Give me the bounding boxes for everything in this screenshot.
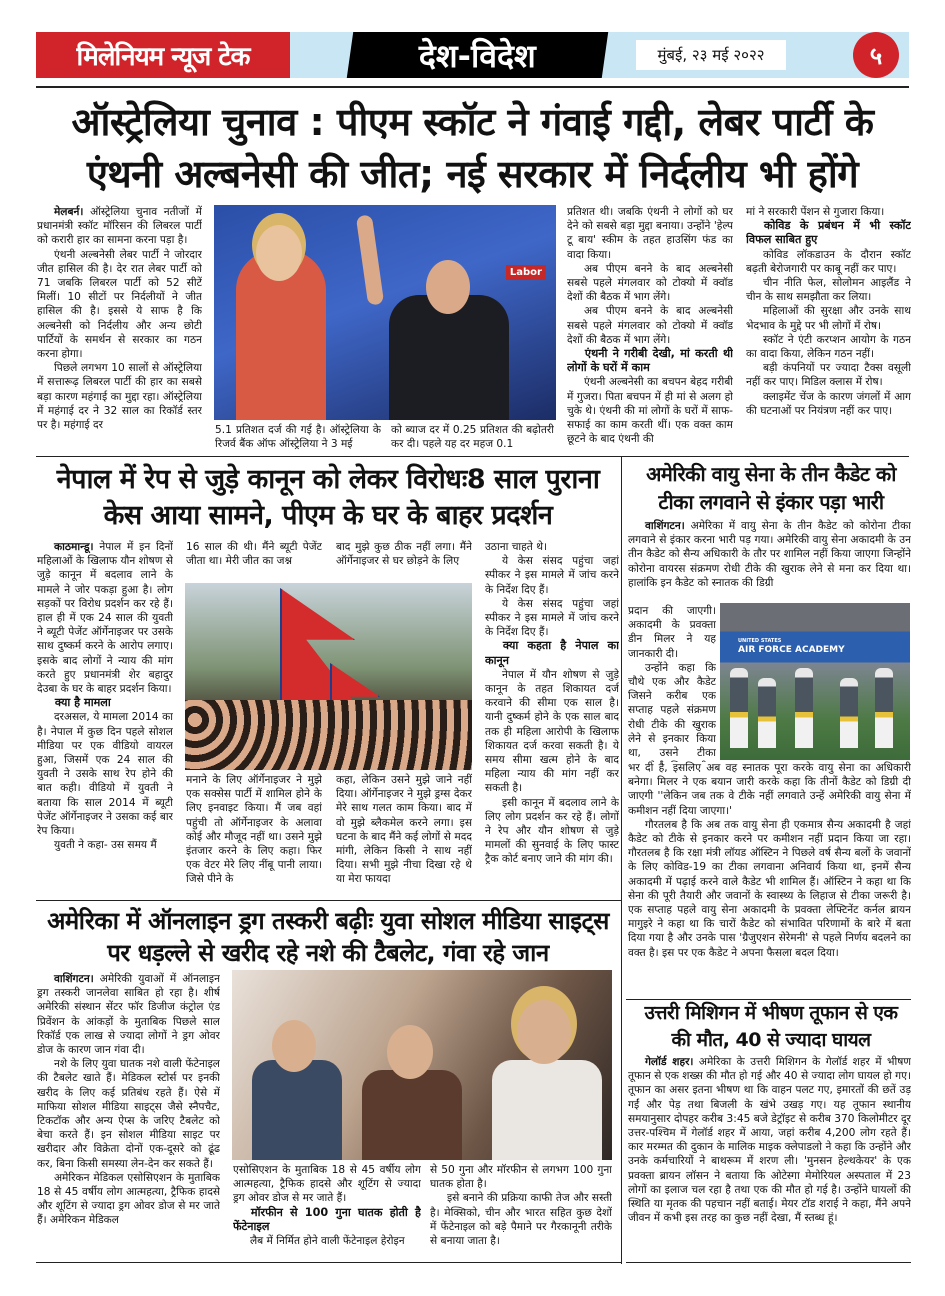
paragraph-text: दरअसल, ये मामला 2014 का है। नेपाल में कुछ दिन पहले सोशल मीडिया पर एक वीडियो वायरल हुआ, जिसमें एक 24 साल की युवती ने उसके साथ रेप होने की बात कही। वीडियो में युवती ने बताया कि साल 2014 में ब्यूटी पेजेंट ऑर्गेनाइजर ने उसका कई बार रेप किया। <box>37 711 173 838</box>
article-column <box>628 1055 911 1260</box>
headline-line: अमेरिकी वायु सेना के तीन कैडेट को <box>646 462 896 486</box>
article-column <box>186 773 322 898</box>
paragraph <box>746 361 911 389</box>
issue-date: मुंबई, २३ मई २०२२ <box>636 40 786 70</box>
headline-line: उत्तरी मिशिगन में भीषण तूफान से एक <box>644 1002 898 1024</box>
article-column <box>336 540 472 580</box>
paragraph-text: चीन नीति फेल, सोलोमन आइलैंड ने चीन के साथ समझौता कर लिया। <box>746 277 911 304</box>
subheading <box>485 639 619 667</box>
divider <box>36 86 909 88</box>
paragraph-text: प्रतिशत थी। जबकि एंथनी ने लोगों को घर देने को सबसे बड़ा मुद्दा बनाया। उन्होंने 'हेल्प टू बाय' स्कीम के तहत हाउसिंग फंड का वादा किया। <box>567 206 733 261</box>
article-column <box>215 423 381 453</box>
paragraph <box>485 540 619 554</box>
paragraph-text: ये केस संसद पहुंचा जहां स्पीकर ने इस मामले में जांच करने के निर्देश दिए हैं। <box>485 555 619 596</box>
headline-line: एंथनी अल्बनेसी की जीत; नई सरकार में निर्दलीय भी होंगे <box>86 152 859 196</box>
paragraph <box>37 1057 220 1171</box>
paragraph <box>746 248 911 276</box>
paragraph <box>628 604 716 661</box>
headline-nepal <box>36 462 620 534</box>
paragraph <box>37 838 173 852</box>
paragraph-text: कहा, लेकिन उसने मुझे जाने नहीं दिया। ऑर्गेनाइजर ने मुझे ड्रग्स देकर मेरे साथ गलत काम किया। बाद में वो मुझे ब्लैकमेल करने लगा। इस घटना के बाद मैंने कई लोगों से मदद मांगी, लेकिन किसी ने साथ नहीं दिया। सभी मुझे नीचा दिखा रहे थे या मेरा फायदा <box>336 774 472 886</box>
paragraph-text: क्या है मामला <box>54 696 111 710</box>
paragraph <box>215 423 381 451</box>
paragraph-text: बड़ी कंपनियों पर ज्यादा टैक्स वसूली नहीं कर पाए। मिडिल क्लास में रोष। <box>746 362 911 389</box>
headline-airforce <box>626 460 916 516</box>
paragraph-text: लैब में निर्मित होने वाली फेंटेनाइल हेरोइन <box>249 1235 405 1248</box>
paragraph <box>567 262 733 305</box>
photo-air-force-academy <box>720 603 910 760</box>
article-column <box>186 540 322 580</box>
paragraph-text: एसोसिएशन के मुताबिक 18 से 45 वर्षीय लोग आत्महत्या, ट्रैफिक हादसे और शूटिंग से ज्यादा ड्रग ओवर डोज से मर जाते हैं। <box>233 1164 421 1205</box>
paragraph <box>37 710 173 838</box>
subheading <box>567 347 733 375</box>
article-column <box>37 205 202 455</box>
paragraph <box>37 248 202 362</box>
paragraph-text: स्कॉट ने एंटी करप्शन आयोग के गठन का वादा किया, लेकिन गठन नहीं। <box>746 333 911 361</box>
article-column <box>746 205 911 455</box>
headline-line: की मौत, 40 से ज्यादा घायल <box>671 1029 871 1051</box>
photo-nepal-protest <box>185 583 472 770</box>
headline-australia <box>36 96 909 200</box>
newspaper-brand: मिलेनियम न्यूज टेक <box>36 32 290 78</box>
paragraph <box>336 773 472 887</box>
article-column <box>628 519 911 605</box>
paragraph <box>336 540 472 568</box>
paragraph-text: गौरतलब है कि अब तक वायु सेना ही एकमात्र सैन्य अकादमी है जहां कैडेट को टीके से इनकार करने पर कमीशन नहीं प्रदान किया जा रहा। गौरतलब है कि रक्षा मंत्री लॉयड ऑस्टिन ने पिछले वर्ष सैन्य बलों के जवानों के लिए कोविड-19 का टीका लगवाना अनिवार्य किया था, इनमें सैन्य अकादमी में पढ़ाई करने वाले कैडेट भी शामिल हैं। ऑस्टिन ने कहा था कि सेना की पूरी तैयारी और जवानों के स्वास्थ्य के लिहाज से टीका जरूरी है। एक सप्ताह पहले वायु सेना अकादमी के प्रवक्ता लेफ्टिनेंट कर्नल ब्रायन मागुइरे ने कहा था कि चारों कैडेट को संभावित परिणामों के बारे में बता दिया गया है और उनके पास 'ग्रैजुएशन सेरेमनी' से पहले निर्णय बदलने का वक्त है। इस पर एक कैडेट ने अपना फैसला बदल दिया। <box>628 818 911 959</box>
paragraph <box>746 276 911 304</box>
paragraph-text: अमेरिकन मेडिकल एसोसिएशन के मुताबिक 18 से 45 वर्षीय लोग आत्महत्या, ट्रैफिक हादसे और शूटिंग से ज्यादा ड्रग ओवर डोज से मर जाते हैं। अमेरिकन मेडिकल <box>37 1171 220 1227</box>
paragraph <box>37 1171 220 1228</box>
article-column <box>485 540 619 898</box>
dateline: वाशिंगटन। <box>53 973 94 985</box>
paragraph <box>37 540 173 696</box>
paragraph-text: मां ने सरकारी पेंशन से गुजारा किया। <box>746 206 885 218</box>
paragraph <box>485 796 619 867</box>
article-column <box>37 972 220 1260</box>
paragraph <box>746 390 911 418</box>
article-column <box>567 205 733 455</box>
paragraph-text: अमेरिकी युवाओं में ऑनलाइन ड्रग तस्करी जानलेवा साबित हो रहा है। शीर्ष अमेरिकी संस्थान सेंटर फॉर डिजीज कंट्रोल एंड प्रिवेंशन के आंकड़ों के मुताबिक पिछले साल रिकॉर्ड एक लाख से ज्यादा लोगों ने ड्रग ओवर डोज के कारण जान गंवा दी। <box>37 973 220 1057</box>
paragraph <box>430 1163 612 1191</box>
dateline: मेलबर्न। <box>53 206 84 218</box>
paragraph <box>567 304 733 347</box>
dateline: वाशिंगटन। <box>644 520 685 532</box>
paragraph <box>567 205 733 262</box>
paragraph-text: एंथनी अल्बनेसी लेबर पार्टी ने जोरदार जीत हासिल की है। देर रात लेबर पार्टी को 71 जबकि लिबरल पार्टी को 52 सीटें मिलीं। 10 सीटों पर निर्दलीयों ने जीत हासिल की है। इससे ये साफ है कि अल्बनेसी को निर्दलीय और अन्य छोटी पार्टियों के समर्थन से सरकार का गठन करना होगा। <box>37 248 202 361</box>
paragraph <box>391 423 554 451</box>
paragraph <box>233 1163 421 1206</box>
paragraph <box>746 304 911 332</box>
paragraph <box>485 668 619 796</box>
paragraph <box>567 375 733 446</box>
paragraph-text: अब पीएम बनने के बाद अल्बनेसी सबसे पहले मंगलवार को टोक्यो में क्वॉड देशों की बैठक में भाग लेंगे। <box>567 305 733 346</box>
paragraph-text: अमेरिका में वायु सेना के तीन कैडेट को कोरोना टीका लगवाने से इंकार करना भारी पड़ गया। अमेरिकी वायु सेना अकादमी के उन तीन कैडेट को सैन्य अधिकारी के तौर पर शामिल नहीं किया जाएगा जिन्होंने कोरोना वायरस संक्रमण रोधी टीके की खुराक लेने से मना कर दिया था। हालांकि इन कैडेट को स्नातक की डिग्री <box>628 520 911 589</box>
paragraph-text: प्रदान की जाएगी। अकादमी के प्रवक्ता डीन मिलर ने यह जानकारी दी। <box>628 605 716 660</box>
paragraph <box>746 333 911 361</box>
paragraph <box>628 661 716 762</box>
section-title-text: देश-विदेश <box>419 36 536 75</box>
article-column <box>336 773 472 898</box>
paragraph <box>485 554 619 597</box>
paragraph <box>186 773 322 887</box>
paragraph-text: कोविड लॉकडाउन के दौरान स्कॉट बढ़ती बेरोजगारी पर काबू नहीं कर पाए। <box>746 248 911 275</box>
page-number: ५ <box>853 32 899 78</box>
paragraph-text: नेपाल में इन दिनों महिलाओं के खिलाफ यौन शोषण से जुड़े कानून में बदलाव लाने के मामले ने जोर पकड़ा हुआ है। लोग सड़कों पर विरोध प्रदर्शन कर रहे हैं। हाल ही में एक 24 साल की युवती ने ब्यूटी पेजेंट ऑर्गेनाइजर पर उसके साथ दुष्कर्म करने के आरोप लगाए। इसके बाद लोगों ने न्याय की मांग करते हुए प्रधानमंत्री शेर बहादुर देउबा के घर के बाहर प्रदर्शन किया। <box>37 541 173 696</box>
paragraph <box>628 761 911 818</box>
headline-line: अमेरिका में ऑनलाइन ड्रग तस्करी बढ़ीः युवा सोशल मीडिया साइट्स <box>47 907 609 935</box>
section-title <box>347 32 608 78</box>
divider <box>626 1262 911 1263</box>
dateline: काठमान्डू। <box>53 541 94 553</box>
paragraph-text: उन्होंने कहा कि चौथे एक और कैडेट जिसने करीब एक सप्ताह पहले संक्रमण रोधी टीके की खुराक लेने से इनकार किया था, उसने टीका <box>628 661 716 760</box>
paragraph-text: मॉरफीन से 100 गुना घातक होती है फेंटेनाइल <box>233 1205 421 1233</box>
paragraph-text: 5.1 प्रतिशत दर्ज की गई है। ऑस्ट्रेलिया के रिजर्व बैंक ऑफ ऑस्ट्रेलिया ने 3 मई <box>215 424 381 451</box>
paragraph-text: ये केस संसद पहुंचा जहां स्पीकर ने इस मामले में जांच करने के निर्देश दिए हैं। <box>485 597 619 639</box>
headline-michigan <box>626 1000 916 1054</box>
paragraph-text: कोविड के प्रबंधन में भी स्कॉट विफल साबित हुए <box>746 219 911 247</box>
paragraph <box>485 597 619 640</box>
article-column <box>391 423 554 453</box>
paragraph-text: मनाने के लिए ऑर्गेनाइजर ने मुझे एक सक्सेस पार्टी में शामिल होने के लिए इनवाइट किया। मैं जब वहां पहुंची तो ऑर्गेनाइजर के अलावा कोई और मौजूद नहीं था। उसने मुझे इंतजार करने के लिए कहा। फिर एक वेटर मेरे लिए नींबू पानी लाया। जिसे पीने के <box>186 774 322 886</box>
divider <box>36 456 909 457</box>
paragraph <box>628 818 911 960</box>
article-column <box>430 1163 612 1263</box>
subheading <box>233 1206 421 1234</box>
paragraph-text: युवती ने कहा- उस समय मैं <box>53 839 157 852</box>
paragraph-text: क्लाइमेंट चेंज के कारण जंगलों में आग की घटनाओं पर नियंत्रण नहीं कर पाए। <box>746 390 911 417</box>
paragraph-text: अमेरिका के उत्तरी मिशिगन के गेलॉर्ड शहर में भीषण तूफान से एक शख्स की मौत हो गई और 40 से ज्यादा लोग घायल हो गए। तूफान का असर इतना भीषण था कि वाहन पलट गए, इमारतों की छतें उड़ गईं और पेड़ तथा बिजली के खंभे उखड़ गए। यह तूफान स्थानीय समयानुसार दोपहर करीब 3:45 बजे डेट्रॉइट से करीब 370 किलोमीटर दूर उत्तर-पश्चिम में गेलॉर्ड शहर में आया, जहां करीब 4,200 लोग रहते हैं। कार मरम्मत की दुकान के मालिक माइक क्लेपाडलो ने कहा कि उन्होंने और उनके कर्मचारियों ने बाथरूम में शरण ली। 'मुनसन हेल्थकेयर' के एक प्रवक्ता ब्रायन लॉसन ने बताया कि ओटेस्गा मेमोरियल अस्पताल में 23 लोगों का इलाज चल रहा है तथा एक की मौत हो गई है। उन्होंने घायलों की स्थिति या मृतक की पहचान नहीं बताई। मेयर टॉड शराई ने कहा, मैंने अपने जीवन में कभी इस तरह का कुछ नहीं देखा, मैं स्तब्ध हूं। <box>628 1056 911 1225</box>
paragraph-text: ऑस्ट्रेलिया चुनाव नतीजों में प्रधानमंत्री स्कॉट मॉरिसन की लिबरल पार्टी को करारी हार का सामना करना पड़ा है। <box>37 206 202 247</box>
paragraph-text: बाद मुझे कुछ ठीक नहीं लगा। मैंने ऑर्गेनाइजर से घर छोड़ने के लिए <box>336 541 472 568</box>
divider <box>621 456 622 1264</box>
photo-young-people-drugs <box>232 970 612 1160</box>
photo-sign: Labor <box>506 265 546 280</box>
divider <box>36 1262 621 1263</box>
paragraph <box>186 540 322 568</box>
dateline: गेलॉर्ड शहर। <box>644 1056 694 1068</box>
article-column <box>628 761 911 999</box>
paragraph <box>37 972 220 1057</box>
headline-line: टीका लगवाने से इंकार पड़ा भारी <box>658 490 884 514</box>
paragraph <box>430 1191 612 1248</box>
photo-banner: UNITED STATES AIR FORCE ACADEMY <box>738 638 845 655</box>
paragraph-text: इसे बनाने की प्रक्रिया काफी तेज और सस्ती है। मेक्सिको, चीन और भारत सहित कुछ देशों में फेंटेनाइल को बड़े पैमाने पर गैरकानूनी तरीके से बनाया जाता है। <box>430 1192 612 1248</box>
paragraph-text: एंथनी ने गरीबी देखी, मां करती थी लोगों के घरों में काम <box>567 347 733 375</box>
paragraph <box>746 205 911 219</box>
paragraph-text: महिलाओं की सुरक्षा और उनके साथ भेदभाव के मुद्दे पर भी लोगों में रोष। <box>746 305 911 332</box>
headline-line: पर धड़ल्ले से खरीद रहे नशे की टैबलेट, गंवा रहे जान <box>107 939 549 967</box>
paragraph <box>37 205 202 248</box>
paragraph-text: क्या कहता है नेपाल का कानून <box>485 639 619 667</box>
headline-line: नेपाल में रेप से जुड़े कानून को लेकर विरोधः8 साल पुराना <box>56 464 600 495</box>
paragraph-text: पिछले लगभग 10 सालों से ऑस्ट्रेलिया में सत्तारूढ़ लिबरल पार्टी की हार का सबसे बड़ा कारण महंगाई का मुद्दा रहा। ऑस्ट्रेलिया में महंगाई दर ने 32 साल का रिकॉर्ड स्तर पर है। महंगाई दर <box>37 362 202 432</box>
divider <box>36 900 621 901</box>
paragraph <box>628 1055 911 1225</box>
paragraph-text: अब पीएम बनने के बाद अल्बनेसी सबसे पहले मंगलवार को टोक्यो में क्वॉड देशों की बैठक में भाग लेंगे। <box>567 262 733 304</box>
paragraph <box>233 1234 421 1248</box>
paragraph-text: 16 साल की थी। मैंने ब्यूटी पेजेंट जीता था। मेरी जीत का जश्न <box>186 541 322 568</box>
subheading <box>37 696 173 710</box>
article-column <box>233 1163 421 1263</box>
photo-albanese-victory <box>214 205 556 420</box>
paragraph-text: नेपाल में यौन शोषण से जुड़े कानून के तहत शिकायत दर्ज करवाने की सीमा एक साल है। यानी दुष्कर्म होने के एक साल बाद तक ही महिला आरोपी के खिलाफ शिकायत दर्ज करवा सकती है। ये समय सीमा खत्म होने के बाद महिला न्याय की मांग नहीं कर सकती है। <box>485 668 619 795</box>
subheading <box>746 219 911 247</box>
paragraph <box>37 361 202 432</box>
paragraph-text: नशे के लिए युवा घातक नशे वाली फेंटेनाइल की टैबलेट खाते हैं। मेडिकल स्टोर्स पर इनकी खरीद के लिए कई प्रतिबंध रहते हैं। ऐसे में माफिया सोशल मीडिया साइट्स जैसे स्नैपचैट, टिकटॉक और अन्य ऐप्स के जरिए टैबलेट को बेचा करते हैं। इन सोशल मीडिया साइट पर खरीदार और विक्रेता दोनों एक-दूसरे को ढूंढ कर, बिना किसी समस्या लेन-देन कर सकते हैं। <box>37 1058 220 1170</box>
paragraph-text: से 50 गुना और मॉरफीन से लगभग 100 गुना घातक होता है। <box>430 1164 612 1191</box>
paragraph-text: भर दी है, इसलिए अब वह स्नातक पूरा करके वायु सेना का अधिकारी बनेगा। मिलर ने एक बयान जारी करके कहा कि तीनों कैडेट को डिग्री दी जाएगी ''लेकिन जब तक वे टीके नहीं लगवाते उन्हें अमेरिकी वायु सेना में कमीशन नहीं दिया जाएगा।' <box>628 762 911 817</box>
headline-line: ऑस्ट्रेलिया चुनाव : पीएम स्कॉट ने गंवाई गद्दी, लेबर पार्टी के <box>71 100 874 144</box>
paragraph-text: इसी कानून में बदलाव लाने के लिए लोग प्रदर्शन कर रहे हैं। लोगों ने रेप और यौन शोषण से जुड़े मामलों की सुनवाई के लिए फास्ट ट्रैक कोर्ट बनाए जाने की मांग की। <box>485 796 619 866</box>
paragraph <box>628 519 911 590</box>
article-column <box>37 540 173 898</box>
paragraph-text: उठाना चाहते थे। <box>485 541 547 553</box>
paragraph-text: को ब्याज दर में 0.25 प्रतिशत की बढ़ोतरी कर दी। पहले यह दर महज 0.1 <box>391 424 554 451</box>
paragraph-text: एंथनी अल्बनेसी का बचपन बेहद गरीबी में गुजरा। पिता बचपन में ही मां से अलग हो चुके थे। एंथनी की मां लोगों के घरों में साफ-सफाई का काम करती थीं। एक वक्त काम छूटने के बाद एंथनी की <box>567 376 733 446</box>
article-column <box>628 604 716 762</box>
headline-drugs <box>36 905 620 969</box>
headline-line: केस आया सामने, पीएम के घर के बाहर प्रदर्शन <box>103 500 553 531</box>
